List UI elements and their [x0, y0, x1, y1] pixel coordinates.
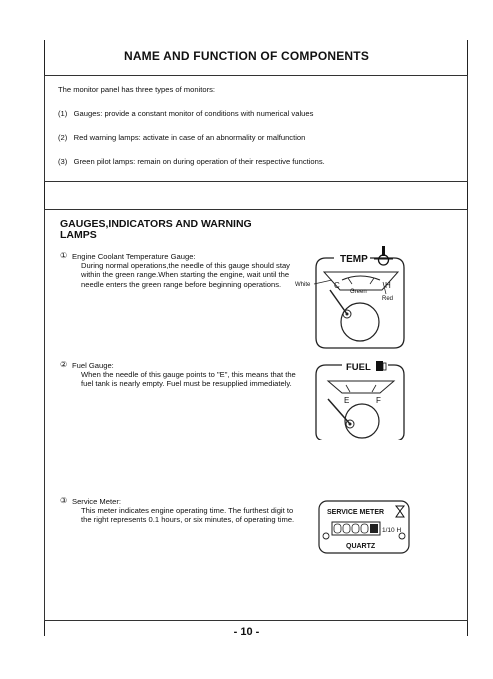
temp-red-label: Red [382, 296, 394, 302]
thermometer-icon [374, 246, 393, 265]
intro-item-2 [58, 133, 305, 142]
intro-item-1 [58, 109, 313, 118]
intro-item-text: Green pilot lamps: remain on during operation of their respective functions. [73, 157, 325, 166]
temp-gauge-figure [290, 240, 410, 350]
digit-counter [332, 522, 380, 535]
intro-item-num: (3) [58, 157, 68, 166]
item-title: Service Meter: [72, 497, 121, 506]
fuel-label: FUEL [346, 362, 371, 373]
temp-green-label: Green [350, 289, 367, 295]
item-2-marker: ② [60, 360, 68, 369]
item-3-marker: ③ [60, 496, 68, 505]
service-meter-figure [318, 500, 412, 556]
fuel-empty-label: E [344, 396, 350, 405]
hourglass-icon [396, 506, 404, 517]
service-meter-text [72, 497, 297, 525]
page-title: NAME AND FUNCTION OF COMPONENTS [123, 49, 370, 63]
meter-unit-label: 1/10 H [382, 527, 402, 534]
intro-item-num: (1) [58, 109, 68, 118]
intro-item-3 [58, 157, 325, 166]
intro-item-text: Gauges: provide a constant monitor of conditions with numerical values [73, 109, 314, 118]
temp-hot-label: H [385, 281, 391, 290]
fuel-full-label: F [376, 396, 381, 405]
temp-cold-label: C [334, 281, 340, 290]
temp-label: TEMP [340, 254, 368, 265]
fuel-gauge-figure [310, 355, 410, 440]
item-desc: When the needle of this gauge points to "E", this means that the fuel tank is nearly empty. Fuel must be resupplied immediately. [81, 370, 296, 389]
intro-box [44, 75, 468, 182]
item-desc: During normal operations,the needle of this gauge should stay within the green range.When starting the engine, wait until the needle enters the green range before beginning operations. [81, 261, 290, 289]
meter-brand-label: QUARTZ [346, 543, 376, 550]
section-title: GAUGES,INDICATORS AND WARNING LAMPS [60, 218, 252, 241]
page-number: - 10 - [233, 626, 260, 638]
coolant-gauge-text [72, 252, 297, 289]
item-title: Engine Coolant Temperature Gauge: [72, 252, 196, 261]
item-desc: This meter indicates engine operating time. The furthest digit to the right represents 0.1 hours, or six minutes, of operating time. [81, 506, 295, 525]
fuel-gauge-text [72, 361, 297, 389]
intro-item-num: (2) [58, 133, 68, 142]
item-1-marker: ① [60, 251, 68, 260]
intro-item-text: Red warning lamps: activate in case of an abnormality or malfunction [73, 133, 306, 142]
item-title: Fuel Gauge: [72, 361, 114, 370]
meter-label: SERVICE METER [327, 509, 385, 516]
intro-lead: The monitor panel has three types of monitors: [58, 85, 216, 94]
temp-white-label: White [295, 282, 311, 288]
